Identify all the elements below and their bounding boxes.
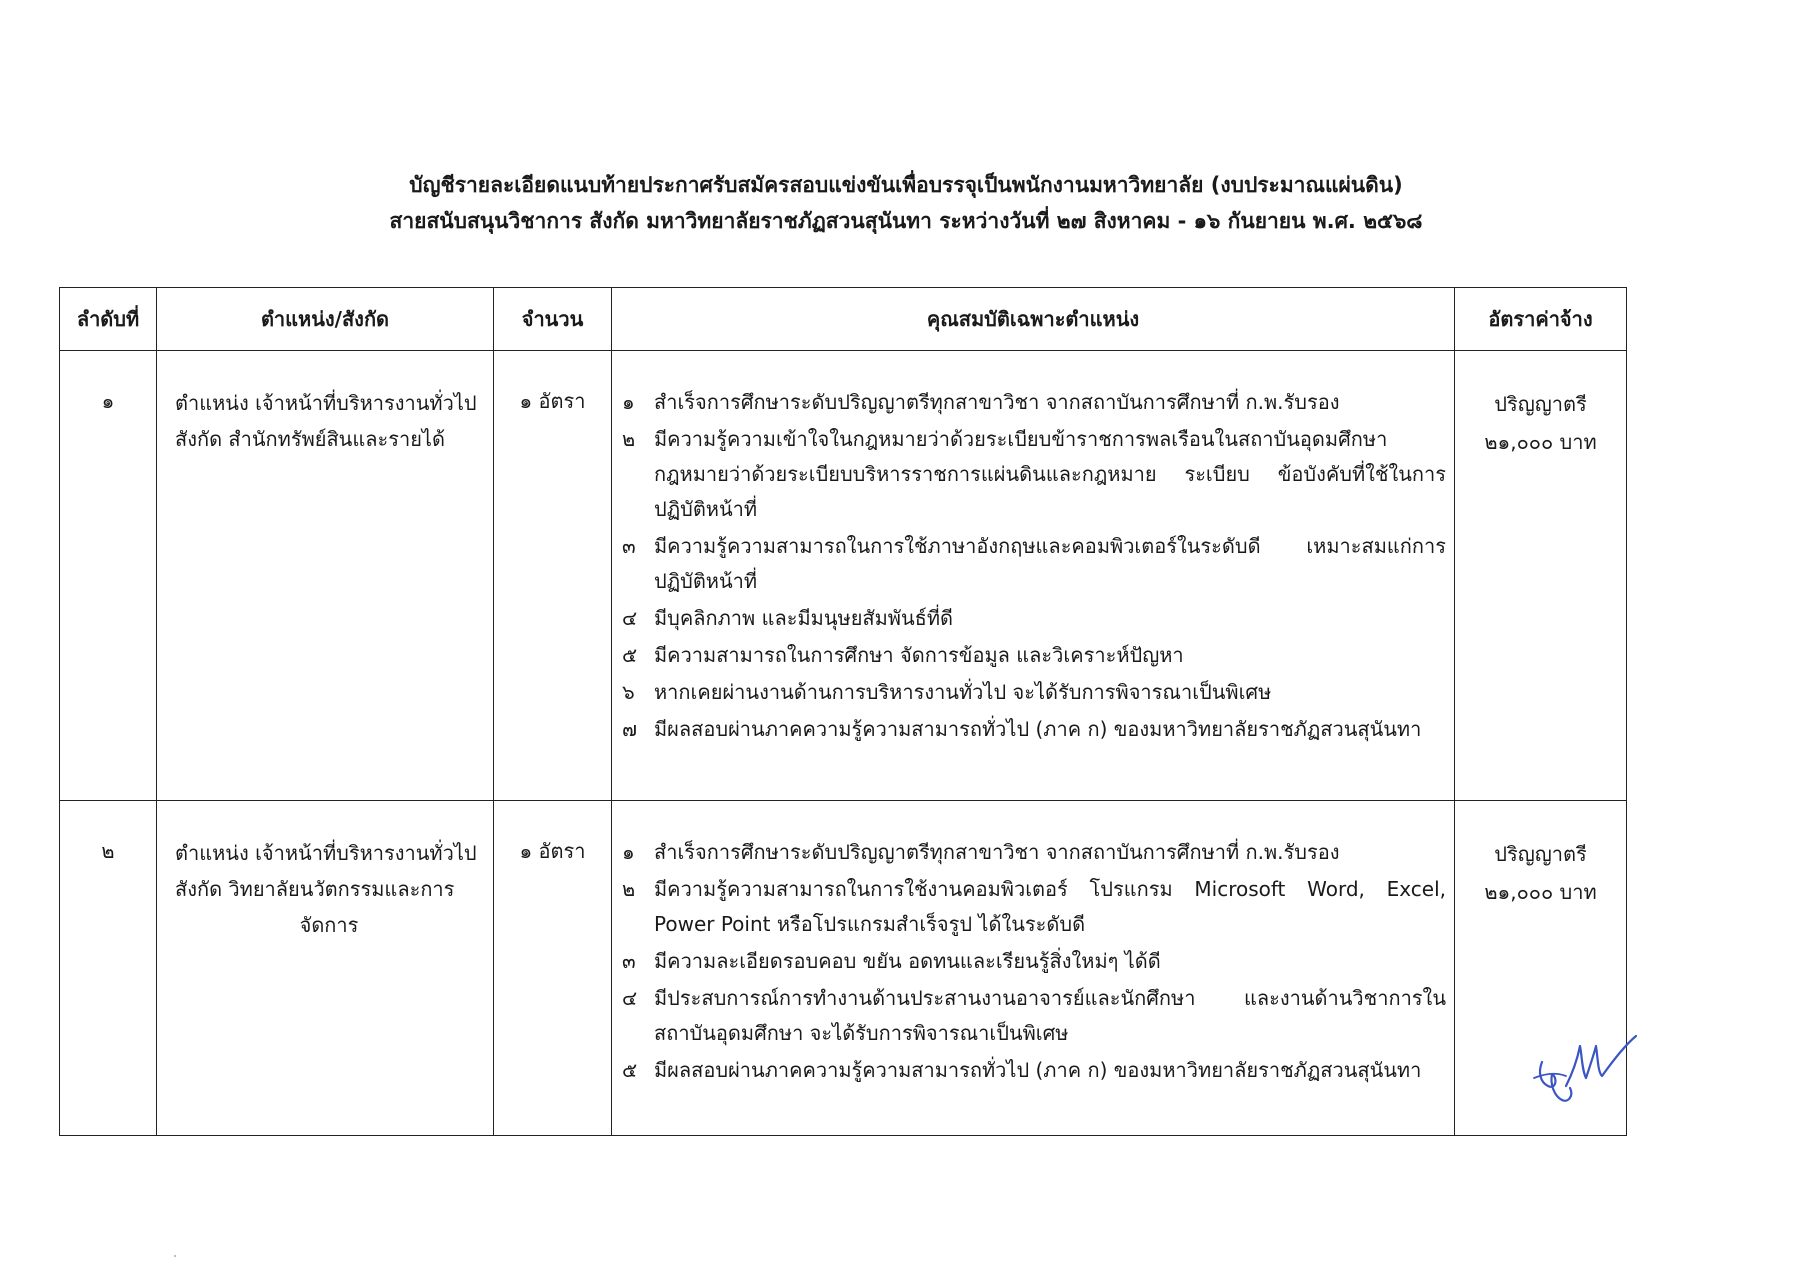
header-qualifications: คุณสมบัติเฉพาะตำแหน่ง	[612, 288, 1455, 351]
qualifications-cell	[612, 351, 1455, 801]
header-position: ตำแหน่ง/สังกัด	[157, 288, 494, 351]
item-text: มีผลสอบผ่านภาคความรู้ความสามารถทั่วไป (ภาค ก) ของมหาวิทยาลัยราชภัฏสวนสุนันทา	[654, 717, 1422, 741]
document-title: บัญชีรายละเอียดแนบท้ายประกาศรับสมัครสอบแข่งขันเพื่อบรรจุเป็นพนักงานมหาวิทยาลัย (งบประมาณแผ่นดิน)	[409, 173, 1403, 197]
position-cell	[157, 801, 494, 1136]
item-number: ๑	[622, 390, 635, 414]
item-number: ๕	[622, 1058, 638, 1082]
list-item	[622, 385, 1446, 420]
item-number: ๒	[622, 427, 636, 451]
item-text: มีความละเอียดรอบคอบ ขยัน อดทนและเรียนรู้สิ่งใหม่ๆ ได้ดี	[654, 949, 1161, 973]
header-count: จำนวน	[494, 288, 612, 351]
row-number: ๑	[60, 351, 157, 801]
signature-mark	[1528, 1016, 1638, 1106]
scan-speck	[174, 1255, 176, 1257]
item-text: มีความสามารถในการศึกษา จัดการข้อมูล และวิเคราะห์ปัญหา	[654, 643, 1184, 667]
item-text: มีประสบการณ์การทำงานด้านประสานงานอาจารย์และนักศึกษา และงานด้านวิชาการในสถาบันอุดมศึกษา จะได้รับการพิจารณาเป็นพิเศษ	[654, 986, 1446, 1045]
list-item	[622, 529, 1446, 599]
item-number: ๔	[622, 986, 638, 1010]
item-text: สำเร็จการศึกษาระดับปริญญาตรีทุกสาขาวิชา จากสถาบันการศึกษาที่ ก.พ.รับรอง	[654, 390, 1340, 414]
item-number: ๓	[622, 534, 636, 558]
item-text: หากเคยผ่านงานด้านการบริหารงานทั่วไป จะได้รับการพิจารณาเป็นพิเศษ	[654, 680, 1272, 704]
position-count: ๑ อัตรา	[494, 801, 612, 1136]
position-affiliation: สังกัด สำนักทรัพย์สินและรายได้	[175, 427, 445, 451]
item-number: ๕	[622, 643, 638, 667]
list-item	[622, 835, 1446, 870]
list-item	[622, 675, 1446, 710]
list-item	[622, 712, 1446, 747]
position-affiliation: สังกัด วิทยาลัยนวัตกรรมและการ	[175, 877, 455, 901]
list-item	[622, 638, 1446, 673]
list-item	[622, 422, 1446, 527]
item-number: ๔	[622, 606, 638, 630]
list-item	[622, 981, 1446, 1051]
item-number: ๑	[622, 840, 635, 864]
item-number: ๓	[622, 949, 636, 973]
table-row	[60, 801, 1627, 1136]
item-text: มีบุคลิกภาพ และมีมนุษยสัมพันธ์ที่ดี	[654, 606, 954, 630]
position-title: ตำแหน่ง เจ้าหน้าที่บริหารงานทั่วไป	[175, 841, 477, 865]
rate-amount: ๒๑,๐๐๐ บาท	[1484, 430, 1597, 454]
table-row	[60, 351, 1627, 801]
item-text: มีความรู้ความสามารถในการใช้ภาษาอังกฤษและคอมพิวเตอร์ในระดับดี เหมาะสมแก่การปฏิบัติหน้าที่	[654, 534, 1446, 593]
item-text: มีความรู้ความเข้าใจในกฎหมายว่าด้วยระเบียบข้าราชการพลเรือนในสถาบันอุดมศึกษา กฎหมายว่าด้วยระเบียบบริหารราชการแผ่นดินและกฎหมาย ระเบียบ ข้อบังคับที่ใช้ในการปฏิบัติหน้าที่	[654, 427, 1446, 521]
list-item	[622, 872, 1446, 942]
positions-table	[59, 287, 1627, 1136]
rate-degree: ปริญญาตรี	[1494, 842, 1587, 866]
list-item	[622, 601, 1446, 636]
item-number: ๗	[622, 717, 638, 741]
item-text: มีความรู้ความสามารถในการใช้งานคอมพิวเตอร์ โปรแกรม Microsoft Word, Excel, Power Point หรือโปรแกรมสำเร็จรูป ได้ในระดับดี	[654, 877, 1446, 936]
list-item	[622, 1053, 1446, 1088]
item-text: สำเร็จการศึกษาระดับปริญญาตรีทุกสาขาวิชา จากสถาบันการศึกษาที่ ก.พ.รับรอง	[654, 840, 1340, 864]
qualifications-cell	[612, 801, 1455, 1136]
row-number: ๒	[60, 801, 157, 1136]
header-rate: อัตราค่าจ้าง	[1455, 288, 1627, 351]
header-no: ลำดับที่	[60, 288, 157, 351]
item-number: ๖	[622, 680, 635, 704]
position-cell	[157, 351, 494, 801]
document-subtitle: สายสนับสนุนวิชาการ สังกัด มหาวิทยาลัยราชภัฏสวนสุนันทา ระหว่างวันที่ ๒๗ สิงหาคม - ๑๖ กันยายน พ.ศ. ๒๕๖๘	[389, 209, 1423, 233]
item-text: มีผลสอบผ่านภาคความรู้ความสามารถทั่วไป (ภาค ก) ของมหาวิทยาลัยราชภัฏสวนสุนันทา	[654, 1058, 1422, 1082]
list-item	[622, 944, 1446, 979]
qualifications-list	[622, 835, 1446, 1088]
position-title: ตำแหน่ง เจ้าหน้าที่บริหารงานทั่วไป	[175, 391, 477, 415]
position-affiliation-cont: จัดการ	[299, 913, 359, 937]
item-number: ๒	[622, 877, 636, 901]
position-count: ๑ อัตรา	[494, 351, 612, 801]
rate-amount: ๒๑,๐๐๐ บาท	[1484, 880, 1597, 904]
table-header-row	[60, 288, 1627, 351]
qualifications-list	[622, 385, 1446, 747]
rate-cell	[1455, 351, 1627, 801]
rate-degree: ปริญญาตรี	[1494, 392, 1587, 416]
